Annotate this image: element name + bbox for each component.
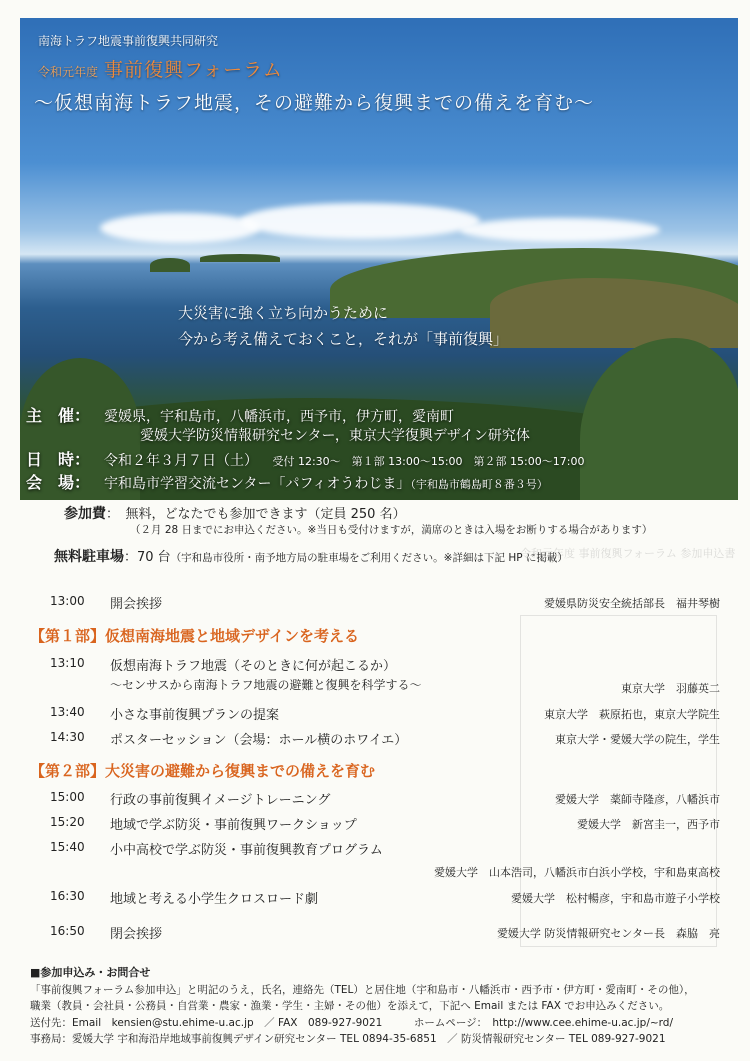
contact-line: 送付先：Email kensien@stu.ehime-u.ac.jp ／ FAX 089-927-9021 ホームページ： http://www.cee.ehime-u.ac.jp/~rd/: [30, 1016, 674, 1029]
organizer-label: 主 催：: [26, 406, 91, 425]
program-speaker: 愛媛大学 新宮圭一，西予市: [577, 818, 720, 831]
date-label: 日 時：: [26, 450, 91, 469]
program-speaker: 東京大学 萩原拓也，東京大学院生: [544, 708, 720, 721]
program-title: 仮想南海トラフ地震（そのときに何が起こるか）: [110, 659, 397, 674]
opening-time: 13:00: [50, 594, 85, 608]
program-speaker: 東京大学 羽藤英二: [621, 682, 720, 695]
program-speaker: 愛媛大学 防災情報研究センター長 森脇 亮: [496, 927, 720, 940]
island-shape: [150, 258, 190, 272]
organizer-value: 愛媛県，宇和島市，八幡浜市，西予市，伊方町，愛南町: [104, 409, 454, 425]
fee-label: 参加費: [64, 506, 106, 522]
parking-note: （宇和島市役所・南予地方局の駐車場をご利用ください。※詳細は下記 HP に掲載）: [170, 552, 568, 564]
bleed-through-text: 令和元年度 事前復興フォーラム 参加申込書: [520, 547, 736, 560]
program-speaker: 愛媛大学 松村暢彦，宇和島市遊子小学校: [511, 892, 720, 905]
venue-address: （宇和島市鶴島町８番３号）: [410, 478, 548, 491]
program-speaker: 愛媛大学 薬師寺隆彦，八幡浜市: [555, 793, 720, 806]
parking-value: ：70 台: [124, 550, 171, 565]
island-shape: [200, 254, 280, 262]
program-speaker: 東京大学・愛媛大学の院生，学生: [555, 733, 720, 746]
contact-section: [30, 965, 695, 1048]
contact-line: 職業（教員・会社員・公務員・自営業・農家・漁業・学生・主婦・その他）を添えて，下記へ Email または FAX でお申込みください。: [30, 1000, 670, 1012]
program-title: 地域で学ぶ防災・事前復興ワークショップ: [110, 818, 357, 833]
contact-line: 事務局：愛媛大学 宇和海沿岸地域事前復興デザイン研究センター TEL 0894-35-6851 ／ 防災情報研究センター TEL 089-927-9021: [30, 1033, 666, 1045]
contact-line: 「事前復興フォーラム参加申込」と明記のうえ，氏名，連絡先（TEL）と居住地（宇和島市・八幡浜市・西予市・伊方町・愛南町・その他），: [30, 983, 695, 996]
program-title: 小中高校で学ぶ防災・事前復興教育プログラム: [110, 843, 383, 858]
part1-heading: 【第１部】仮想南海地震と地域デザインを考える: [30, 627, 359, 645]
program-time: 16:30: [50, 889, 85, 903]
fee-value: ： 無料，どなたでも参加できます（定員 250 名）: [106, 507, 406, 522]
program-time: 15:20: [50, 815, 85, 829]
program-time: 13:40: [50, 705, 85, 719]
fee-note: （２月 28 日までにお申込ください。※当日も受付けますが，満席のときは入場をお断りする場合があります）: [130, 524, 653, 536]
research-org: 南海トラフ地震事前復興共同研究: [38, 34, 219, 48]
forum-subtitle: ～仮想南海トラフ地震，その避難から復興までの備えを育む～: [34, 92, 595, 114]
schedule-summary: 受付 12:30～ 第１部 13:00～15:00 第２部 15:00～17:00: [272, 455, 585, 468]
program-time: 16:50: [50, 924, 85, 938]
program-title: 地域と考える小学生クロスロード劇: [110, 892, 319, 907]
date-value: 令和２年３月７日（土）: [104, 453, 258, 469]
venue-value: 宇和島市学習交流センター「パフィオうわじま」: [104, 476, 411, 492]
program-time: 15:00: [50, 790, 85, 804]
cloud-shape: [240, 203, 480, 239]
fiscal-year: 令和元年度: [38, 65, 99, 79]
program-speaker: 愛媛大学 山本浩司，八幡浜市白浜小学校，宇和島東高校: [434, 866, 720, 879]
opening-speaker: 愛媛県防災安全統括部長 福井琴樹: [544, 597, 720, 610]
part2-heading: 【第２部】大災害の避難から復興までの備えを育む: [30, 762, 376, 780]
organizer-row-2: 愛媛大学防災情報研究センター，東京大学復興デザイン研究体: [140, 428, 530, 444]
cloud-shape: [460, 218, 660, 242]
tree-right: [580, 338, 738, 500]
fee-row: [64, 503, 406, 523]
opening-title: 開会挨拶: [110, 597, 163, 612]
cloud-shape: [100, 213, 260, 243]
program-time: 15:40: [50, 840, 85, 854]
date-row: [26, 447, 584, 470]
parking-row: [54, 546, 568, 566]
slogan: [178, 300, 508, 352]
program-title: 小さな事前復興プランの提案: [110, 708, 280, 723]
program-title: 閉会挨拶: [110, 927, 163, 942]
program-title: 行政の事前復興イメージトレーニング: [110, 793, 331, 808]
program-subtitle: ～センサスから南海トラフ地震の避難と復興を科学する～: [110, 678, 422, 692]
program-time: 14:30: [50, 730, 85, 744]
program-time: 13:10: [50, 656, 85, 670]
venue-row: [26, 470, 548, 493]
organizer-row: [26, 403, 454, 426]
forum-title: [38, 55, 283, 82]
parking-label: 無料駐車場: [54, 549, 124, 565]
program-title: ポスターセッション（会場：ホール横のホワイエ）: [110, 733, 408, 748]
slogan-line: 今から考え備えておくこと，それが「事前復興」: [178, 330, 509, 348]
cliff-shape: [490, 278, 738, 348]
forum-name: 事前復興フォーラム: [104, 59, 283, 81]
venue-label: 会 場：: [26, 473, 91, 492]
contact-heading: ■参加申込み・お問合せ: [30, 966, 151, 979]
slogan-line: 大災害に強く立ち向かうために: [178, 304, 389, 322]
